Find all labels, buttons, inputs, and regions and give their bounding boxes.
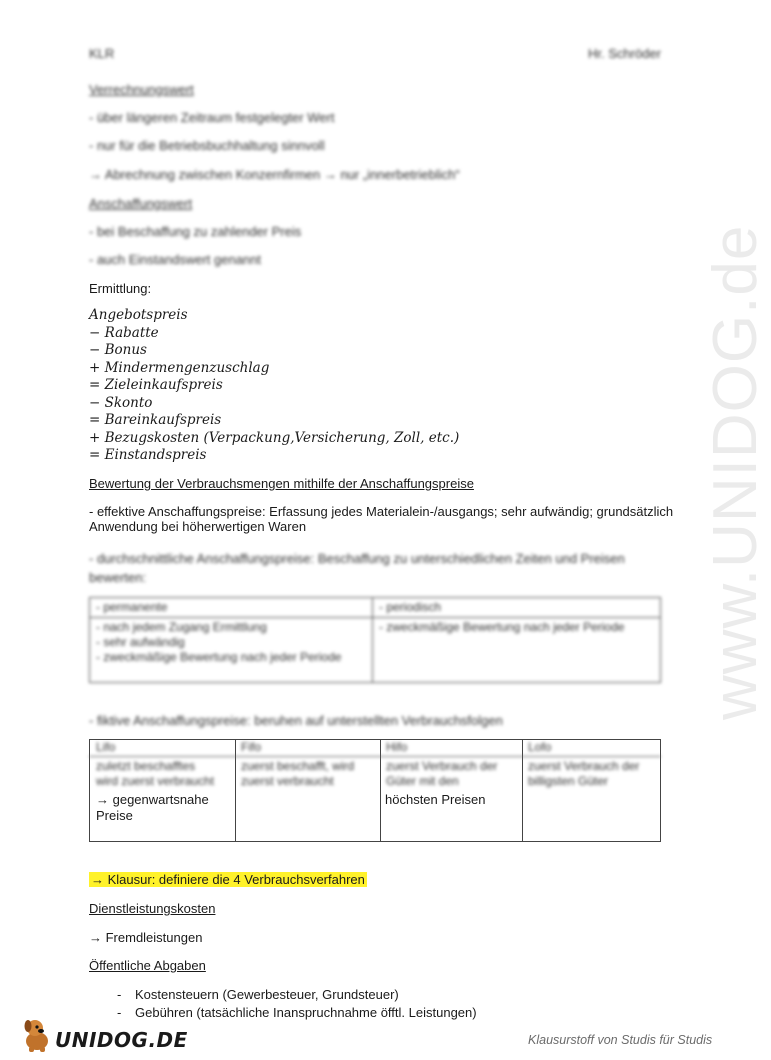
cell-line: Preise (96, 808, 133, 823)
formula-line: − Rabatte (89, 324, 159, 341)
list-bullet: - (117, 1005, 122, 1020)
text-line: - fiktive Anschaffungspreise: beruhen auf unterstellten Verbrauchsfolgen (89, 713, 503, 728)
section-verrechnungswert-title: Verrechnungswert (89, 82, 194, 97)
bewertung-title: Bewertung der Verbrauchsmengen mithilfe der Anschaffungspreise (89, 476, 474, 491)
ermittlung-label: Ermittlung: (89, 281, 152, 296)
cell-line: zuerst beschafft, wird (241, 759, 355, 773)
list-item: Kostensteuern (Gewerbesteuer, Grundsteuer) (135, 987, 399, 1002)
table-cell (90, 618, 373, 683)
table-head-cell: Lofo (528, 740, 552, 754)
cell-line: billigsten Güter (528, 774, 609, 788)
table-head-cell: Fifo (241, 740, 262, 754)
klausur-note (89, 872, 367, 888)
dienstleistung-title: Dienstleistungskosten (89, 901, 216, 916)
text-line: - bei Beschaffung zu zahlender Preis (89, 224, 302, 239)
text-line: - durchschnittliche Anschaffungspreise: Beschaffung zu unterschiedlichen Zeiten und Preisen (89, 551, 625, 566)
cell-line: - zweckmäßige Bewertung nach jeder Periode (379, 620, 625, 634)
formula-line: = Bareinkaufspreis (89, 412, 222, 428)
cell-line: zuerst Verbrauch der (386, 759, 498, 773)
text-line: Anwendung bei höherwertigen Waren (89, 519, 307, 534)
table-head-cell: Hifo (386, 740, 408, 754)
cell-line: - zweckmäßige Bewertung nach jeder Periode (96, 650, 342, 664)
section-anschaffungswert-title: Anschaffungswert (89, 196, 193, 211)
formula-line: = Einstandspreis (89, 447, 207, 463)
cell-line: höchsten Preisen (385, 792, 486, 807)
text-line: - über längeren Zeitraum festgelegter Wert (89, 110, 335, 125)
text-line: - nur für die Betriebsbuchhaltung sinnvoll (89, 138, 325, 153)
table-durchschnitt (89, 597, 661, 683)
cell-line: → gegenwartsnahe (96, 792, 209, 807)
logo-text: UNIDOG.DE (55, 1028, 188, 1052)
list-item: Gebühren (tatsächliche Inanspruchnahme öfftl. Leistungen) (135, 1005, 477, 1020)
cell-line: - nach jedem Zugang Ermittlung (96, 620, 267, 634)
text-line: - auch Einstandswert genannt (89, 252, 261, 267)
watermark: www.UNIDOG.de (701, 224, 770, 720)
formula-block (89, 307, 459, 465)
cell-line: zuerst Verbrauch der (528, 759, 640, 773)
dog-logo-icon (20, 1017, 54, 1053)
formula-line: Angebotspreis (89, 307, 188, 323)
table-cell-lifo (96, 792, 209, 824)
highlight: → Klausur: definiere die 4 Verbrauchsverfahren (91, 872, 365, 887)
list-bullet: - (117, 987, 122, 1002)
formula-line: − Bonus (89, 342, 147, 358)
formula-line: + Bezugskosten (Verpackung,Versicherung, Zoll, etc.) (89, 429, 460, 446)
text-line: → Abrechnung zwischen Konzernfirmen → nur „innerbetrieblich“ (89, 167, 460, 182)
clipped-line (89, 519, 409, 534)
formula-line: = Zieleinkaufspreis (89, 377, 223, 393)
table-head-cell: - permanente (90, 598, 373, 618)
table-head-cell: Lifo (96, 740, 116, 754)
cell-line: wird zuerst verbraucht (96, 774, 215, 788)
text-line: → Fremdleistungen (89, 930, 203, 945)
abgaben-title: Öffentliche Abgaben (89, 958, 206, 973)
cell-line: - sehr aufwändig (96, 635, 185, 649)
header-left: KLR (89, 46, 115, 61)
text-line: bewerten: (89, 570, 147, 585)
header-right: Hr. Schröder (588, 46, 661, 61)
formula-line: − Skonto (89, 394, 153, 411)
cell-line: zuletzt beschafftes (96, 759, 196, 773)
table-blurred-rows (89, 739, 661, 794)
table-head-cell: - periodisch (373, 598, 661, 618)
row-divider (89, 756, 661, 757)
cell-line: zuerst verbraucht (241, 774, 334, 788)
formula-line: + Mindermengenzuschlag (89, 359, 270, 376)
text-line: - effektive Anschaffungspreise: Erfassung jedes Materialein-/ausgangs; sehr aufwändig; grundsätzlich (89, 504, 674, 519)
table-cell (373, 618, 661, 683)
footer-tagline: Klausurstoff von Studis für Studis (528, 1033, 713, 1047)
table-cell-hifo (385, 792, 485, 808)
cell-line: Güter mit den (386, 774, 459, 788)
